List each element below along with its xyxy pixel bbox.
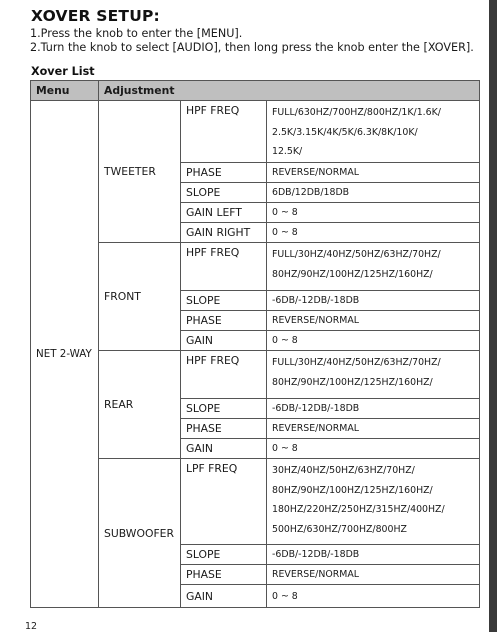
- table-row: [31, 351, 480, 399]
- parameter-value: 0 ~ 8: [267, 223, 480, 243]
- speaker-group-rear: REAR: [99, 351, 181, 459]
- parameter-name: SLOPE: [181, 291, 267, 311]
- parameter-value: REVERSE/NORMAL: [267, 163, 480, 183]
- parameter-value: 0 ~ 8: [267, 585, 480, 608]
- parameter-name: HPF FREQ: [181, 243, 267, 291]
- parameter-value: 0 ~ 8: [267, 439, 480, 459]
- page-title: XOVER SETUP:: [31, 7, 160, 25]
- parameter-value: 30HZ/40HZ/50HZ/63HZ/70HZ/ 80HZ/90HZ/100HZ/125HZ/160HZ/ 180HZ/220HZ/250HZ/315HZ/400HZ/ 500HZ/630HZ/700HZ/800HZ: [267, 459, 480, 545]
- parameter-name: LPF FREQ: [181, 459, 267, 545]
- parameter-value: 6DB/12DB/18DB: [267, 183, 480, 203]
- parameter-name: GAIN: [181, 439, 267, 459]
- xover-list-heading: Xover List: [31, 65, 95, 78]
- table-row: [31, 101, 480, 163]
- instruction-step-1: 1.Press the knob to enter the [MENU].: [30, 27, 243, 40]
- table-row: [31, 243, 480, 291]
- header-adjustment: Adjustment: [99, 81, 480, 101]
- parameter-name: HPF FREQ: [181, 351, 267, 399]
- page-number: 12: [25, 621, 38, 632]
- parameter-value: FULL/630HZ/700HZ/800HZ/1K/1.6K/ 2.5K/3.15K/4K/5K/6.3K/8K/10K/ 12.5K/: [267, 101, 480, 163]
- parameter-name: PHASE: [181, 163, 267, 183]
- parameter-value: FULL/30HZ/40HZ/50HZ/63HZ/70HZ/ 80HZ/90HZ/100HZ/125HZ/160HZ/: [267, 243, 480, 291]
- parameter-value: -6DB/-12DB/-18DB: [267, 291, 480, 311]
- parameter-value: REVERSE/NORMAL: [267, 419, 480, 439]
- xover-table: [30, 80, 480, 608]
- xover-table-body: [31, 101, 480, 608]
- parameter-name: GAIN LEFT: [181, 203, 267, 223]
- speaker-group-front: FRONT: [99, 243, 181, 351]
- parameter-value: -6DB/-12DB/-18DB: [267, 399, 480, 419]
- parameter-name: SLOPE: [181, 399, 267, 419]
- parameter-name: GAIN: [181, 585, 267, 608]
- table-row: [31, 459, 480, 545]
- parameter-name: GAIN RIGHT: [181, 223, 267, 243]
- parameter-name: HPF FREQ: [181, 101, 267, 163]
- parameter-value: 0 ~ 8: [267, 331, 480, 351]
- parameter-value: REVERSE/NORMAL: [267, 565, 480, 585]
- speaker-group-subwoofer: SUBWOOFER: [99, 459, 181, 608]
- menu-cell: NET 2-WAY: [31, 101, 99, 608]
- parameter-value: FULL/30HZ/40HZ/50HZ/63HZ/70HZ/ 80HZ/90HZ/100HZ/125HZ/160HZ/: [267, 351, 480, 399]
- parameter-name: GAIN: [181, 331, 267, 351]
- instruction-step-2: 2.Turn the knob to select [AUDIO], then long press the knob enter the [XOVER].: [30, 41, 474, 54]
- parameter-value: REVERSE/NORMAL: [267, 311, 480, 331]
- table-header-row: [31, 81, 480, 101]
- parameter-value: 0 ~ 8: [267, 203, 480, 223]
- speaker-group-tweeter: TWEETER: [99, 101, 181, 243]
- parameter-name: SLOPE: [181, 183, 267, 203]
- header-menu: Menu: [31, 81, 99, 101]
- parameter-name: PHASE: [181, 565, 267, 585]
- parameter-value: -6DB/-12DB/-18DB: [267, 545, 480, 565]
- parameter-name: PHASE: [181, 311, 267, 331]
- parameter-name: PHASE: [181, 419, 267, 439]
- parameter-name: SLOPE: [181, 545, 267, 565]
